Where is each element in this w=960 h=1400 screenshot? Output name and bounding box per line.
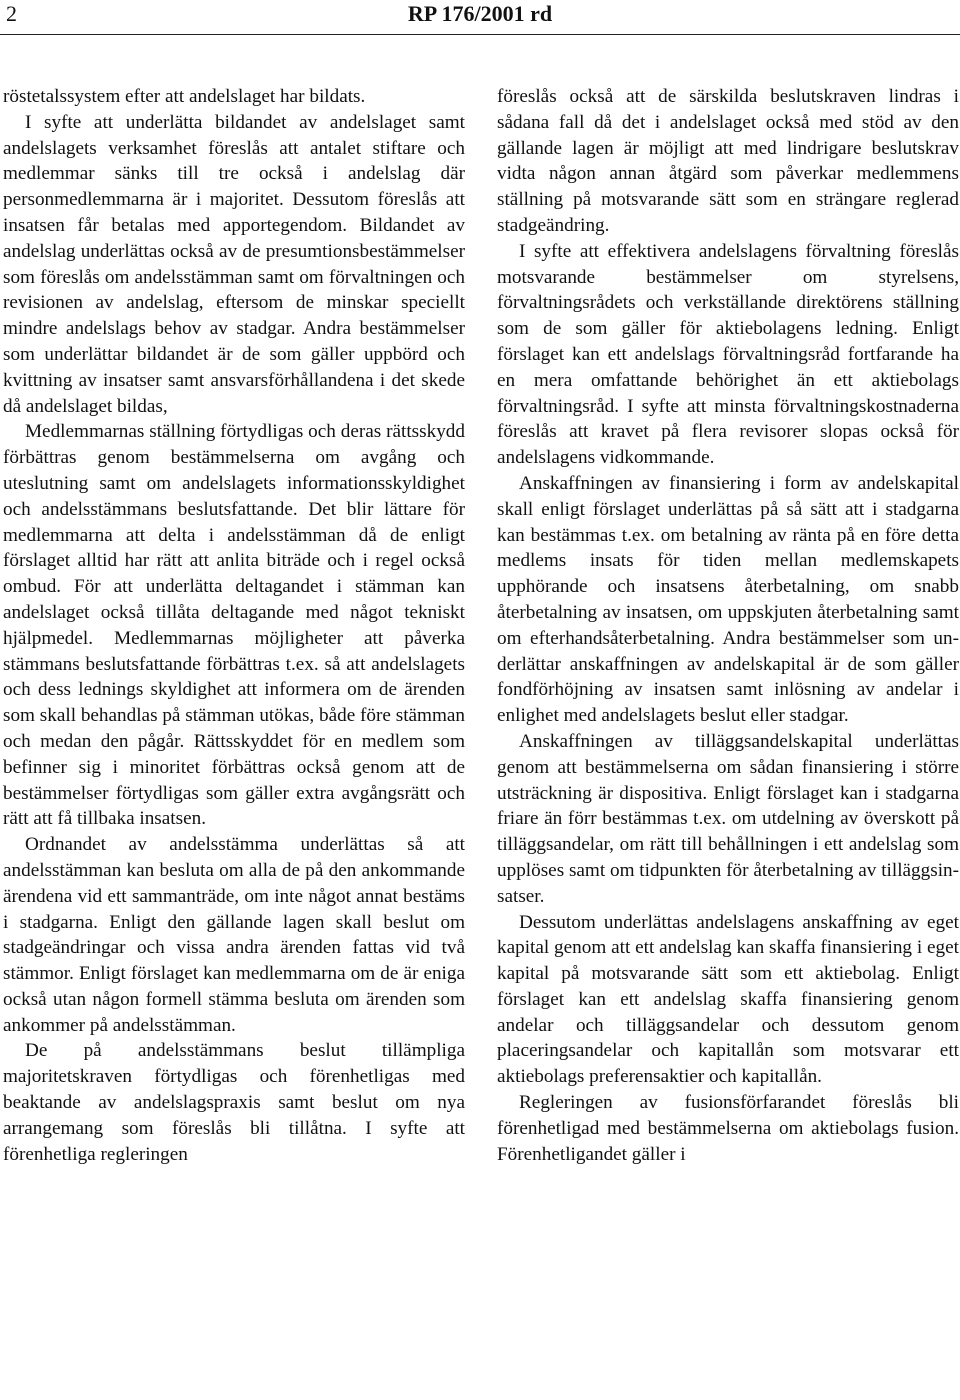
paragraph: I syfte att effektivera andelslagens förvaltning föreslås motsvarande bestämmelser om styrelsens, förvaltningsrådets och verkställande direktörens ställning som de som gäller för aktiebolagens ledning. Enligt förslaget kan ett andelslags förvaltningsråd fortfarande ha en mera omfattande behörighet än ett aktiebolags förvaltningsråd. I syfte att minsta förvaltningskostnaderna föreslås att kravet på flera revisorer slopas också för andelslagens vidkommande. — [497, 240, 959, 469]
paragraph: Anskaffningen av tilläggsandelskapital underlättas genom att bestämmelserna om sådan finansiering i större utsträckning är dispositiva. Enligt förslaget kan i stadgarna friare än förr bestämmas t.ex. om utdelning av överskott på tilläggsandelar, om rätt till behållningen i ett andelslag som upplöses samt om tidpunkten för återbetalning av tilläggsinsatser. — [497, 730, 960, 907]
header-rule — [0, 34, 960, 35]
paragraph: Regleringen av fusionsförfarandet föreslås bli förenhetligad med bestämmelserna om aktiebolags fusion. Förenhetligandet gäller i — [497, 1092, 959, 1165]
paragraph: Ordnandet av andelsstämma underlättas så att andelsstämman kan besluta om alla de på den ankommande ärendena vid ett sammanträde, om inte något annat bestäms i stadgarna. Enligt den gällande lagen skall beslut om stadgeändringar och vissa andra ärenden fattas vid två stämmor. Enligt förslaget kan medlemmarna om de är eniga också utan någon formell stämma besluta om ärenden som ankommer på andelsstämman. — [3, 834, 465, 1036]
document-id: RP 176/2001 rd — [407, 1, 553, 26]
left-column — [3, 84, 465, 1167]
paragraph: Anskaffningen av finansiering i form av andelskapital skall enligt förslaget underlättas på så sätt att i stadgarna kan bestämmas t.ex. om betalning av ränta på en före detta medlems insats för tiden mellan medlemskapets upphörande och insatsens återbetalning, om snabb återbetalning av insatsen, om uppskjuten återbetalning samt om efterhandsåterbetalning. Andra bestämmelser som underlättar anskaffningen av andelskapital är de som gäller fondförhöjning av insatsen samt inlösning av andelar i enlighet med andelslagets beslut eller stadgar. — [497, 472, 959, 727]
paragraph: De på andelsstämmans beslut tillämpliga majoritetskraven förtydligas och förenhetligas med beaktande av andelslagspraxis samt beslut om nya arrangemang som föreslås bli tillåtna. I syfte att förenhetliga regleringen — [3, 1040, 465, 1165]
page-header — [0, 0, 960, 40]
paragraph: Medlemmarnas ställning förtydligas och deras rättsskydd förbättras genom bestämmelserna om avgång och uteslutning samt om andelslagets informationsskyldighet och andelsstämmans beslutsfattande. Det blir lättare för medlemmarna att delta i andelsstämman då de enligt förslaget alltid har rätt att anlita biträde och i regel också ombud. För att underlätta deltagandet i stämman kan andelslaget också tillåta deltagande med något tekniskt hjälpmedel. Medlemmarnas möjligheter att påverka stämmans beslutsfattande förbättras t.ex. så att andelslagets och dess lednings skyldighet att informera om de ärenden som skall behandlas på stämman utökas, både före stämman och medan den pågår. Rättsskyddet för en medlem som befinner sig i minoritet förbättras också genom att de bestämmelser förtydligas som gäller extra avgångsrätt och rätt att få tillbaka insatsen. — [3, 421, 465, 830]
paragraph: föreslås också att de särskilda beslutskraven lindras i sådana fall då det i andelslaget också med stöd av den gällande lagen är möjligt att med lindrigare beslutskrav vidta någon annan åtgärd som påverkar medlemmens ställning på motsvarande sätt som en strängare reglerad stadgeändring. — [497, 86, 959, 236]
page-number: 2 — [6, 1, 17, 26]
paragraph: I syfte att underlätta bildandet av andelslaget samt andelslagets verksamhet föreslås att antalet stiftare och medlemmar sänks till tre också i andelslag där personmedlemmarna är i majoritet. Dessutom föreslås att insatsen får betalas med apportegendom. Bildandet av andelslag underlättas också av de presumtionsbestämmelser som föreslås om andelsstämman samt om förvaltningen och revisionen av andelslag, eftersom de minskar speciellt mindre andelslags behov av stadgar. Andra bestämmelser som underlättar bildandet är de som gäller uppbörd och kvittning av insatser samt ansvarsförhållandena i det skede då andelslaget bildas, — [3, 111, 465, 417]
paragraph: röstetalssystem efter att andelslaget har bildats. — [3, 86, 366, 107]
right-column — [497, 84, 959, 1167]
paragraph: Dessutom underlättas andelslagens anskaffning av eget kapital genom att ett andelslag kan skaffa finansiering i eget kapital på motsvarande sätt som ett aktiebolag. Enligt förslaget kan ett andelslag skaffa finansiering genom andelar och tilläggsandelar och dessutom genom placeringsandelar och kapitallån som motsvarar ett aktiebolags preferensaktier och kapitallån. — [497, 911, 959, 1088]
